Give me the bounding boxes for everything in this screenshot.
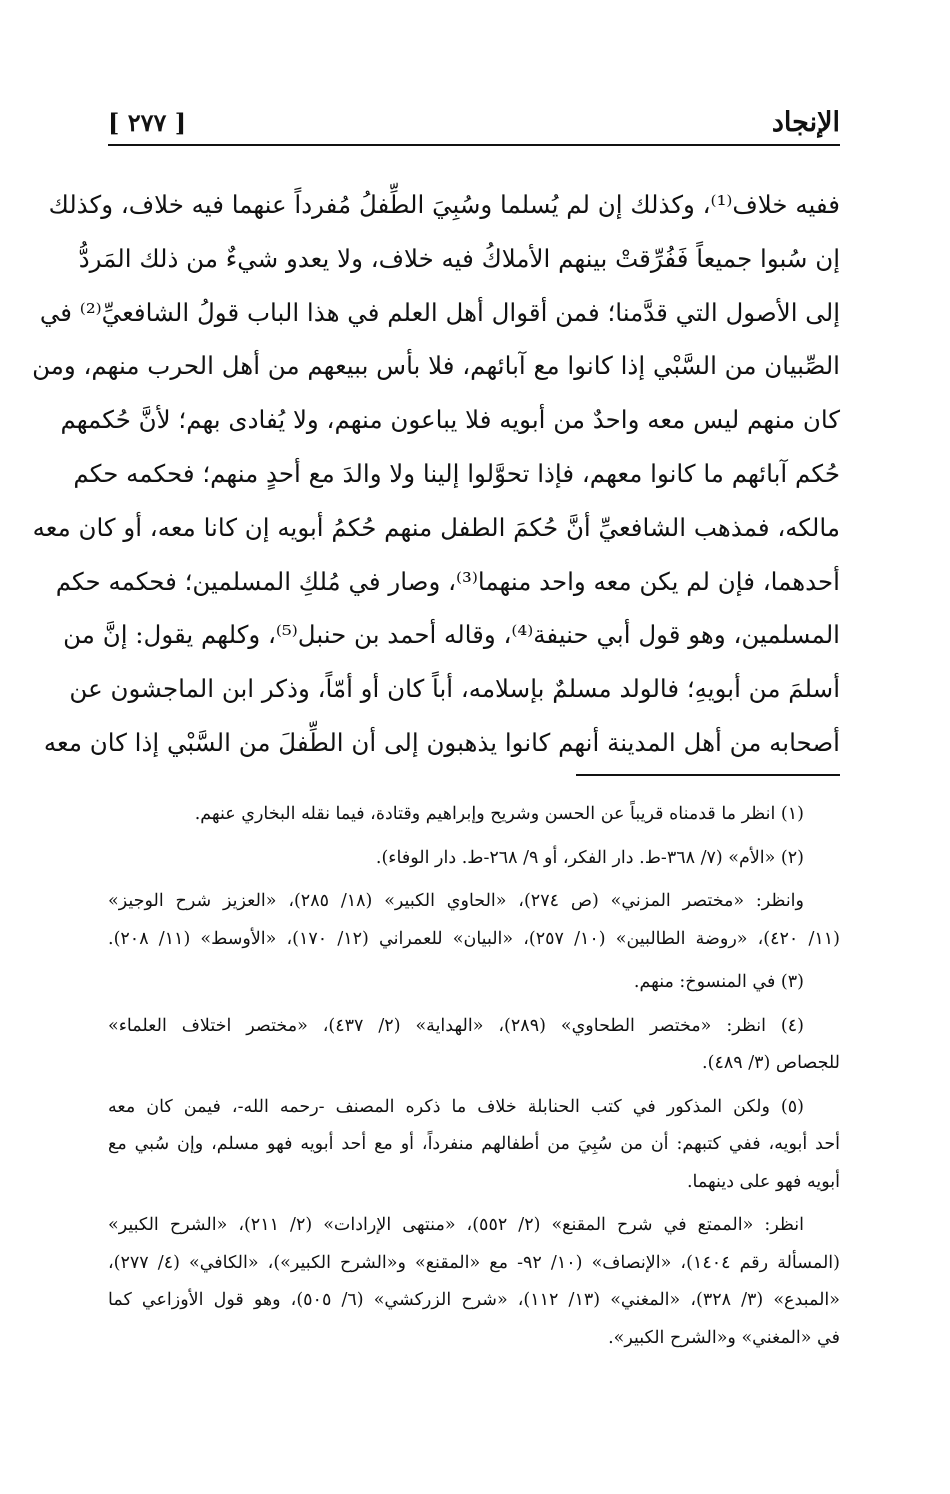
footnote-line: (٤) انظر: «مختصر الطحاوي» (٢٨٩)، «الهداية» (٢/ ٤٣٧)، «مختصر اختلاف العلماء»: [108, 1015, 804, 1036]
body-line: الصِّبيان من السَّبْي إذا كانوا مع آبائهم، فلا بأس ببيعهم من أهل الحرب منهم، ومن: [32, 351, 840, 381]
footnote-2-references: [108, 883, 840, 958]
footnote-line: أحد أبويه، ففي كتبهم: أن من سُبِيَ من أطفالهم منفرداً، أو مع أحد أبويه فهو مسلم، وإن سُبي مع: [108, 1134, 840, 1154]
body-line: إلى الأصول التي قدَّمنا؛ فمن أقوال أهل العلم في هذا الباب قولُ الشافعيِّ⁽²⁾ في: [39, 297, 840, 327]
main-text: [32, 178, 840, 770]
footnote-1: [108, 796, 840, 834]
footnote-5: [108, 1089, 840, 1202]
body-line: أسلمَ من أبويهِ؛ فالولد مسلمٌ بإسلامه، أباً كان أو أمّاً، وذكر ابن الماجشون عن: [69, 674, 840, 704]
footnote-separator: [576, 774, 840, 776]
footnote-line: للجصاص (٣/ ٤٨٩).: [702, 1053, 840, 1073]
footnote-2: [108, 840, 840, 878]
body-line: كان منهم ليس معه واحدٌ من أبويه فلا يباعون منهم، ولا يُفادى بهم؛ لأنَّ حُكمهم: [60, 405, 840, 435]
body-line: المسلمين، وهو قول أبي حنيفة⁽⁴⁾، وقاله أحمد بن حنبل⁽⁵⁾، وكلهم يقول: إنَّ من: [63, 620, 840, 650]
body-line: إن سُبوا جميعاً فَفُرِّقتْ بينهم الأملاكُ فيه خلاف، ولا يعدو شيءٌ من ذلك المَردُّ: [78, 243, 840, 273]
page-header: [108, 100, 840, 146]
body-line: ففيه خلاف⁽¹⁾، وكذلك إن لم يُسلما وسُبِيَ الطِّفلُ مُفرداً عنهما فيه خلاف، وكذلك: [48, 190, 840, 219]
footnote-line: انظر: «الممتع في شرح المقنع» (٢/ ٥٥٢)، «منتهى الإرادات» (٢/ ٢١١)، «الشرح الكبير»: [108, 1215, 804, 1235]
footnote-3: [108, 964, 840, 1002]
footnote-line: (١١/ ٤٢٠)، «روضة الطالبين» (١٠/ ٢٥٧)، «البيان» للعمراني (١٢/ ١٧٠)، «الأوسط» (١١/ ٢٠٨).: [108, 928, 840, 949]
footnote-line: (٣) في المنسوخ: منهم.: [633, 972, 804, 992]
body-line: مالكه، فمذهب الشافعيِّ أنَّ حُكمَ الطفل منهم حُكمُ أبويه إن كانا معه، أو كان معه: [32, 512, 840, 542]
page-number: [ ٢٧٧ ]: [108, 107, 187, 137]
body-line: حُكم آبائهم ما كانوا معهم، فإذا تحوَّلوا إلينا ولا والدَ مع أحدٍ منهم؛ فحكمه حكم: [73, 458, 840, 488]
footnote-line: وانظر: «مختصر المزني» (ص ٢٧٤)، «الحاوي الكبير» (١٨/ ٢٨٥)، «العزيز شرح الوجيز»: [108, 891, 804, 911]
body-line: أحدهما، فإن لم يكن معه واحد منهما⁽³⁾، وصار في مُلكِ المسلمين؛ فحكمه حكم: [55, 566, 840, 596]
footnote-line: في «المغني» و«الشرح الكبير».: [608, 1327, 840, 1348]
running-title: الإنجاد: [771, 106, 840, 138]
footnote-line: (٢) «الأم» (٧/ ٣٦٨-ط. دار الفكر، أو ٩/ ٢٦٨-ط. دار الوفاء).: [375, 847, 804, 868]
footnote-line: أبويه فهو على دينهما.: [686, 1171, 840, 1192]
footnote-4: [108, 1008, 840, 1083]
footnote-line: (٥) ولكن المذكور في كتب الحنابلة خلاف ما ذكره المصنف -رحمه الله-، فيمن كان معه: [108, 1096, 804, 1117]
footnote-line: (المسألة رقم ١٤٠٤)، «الإنصاف» (١٠/ ٩٢- مع «المقنع» و«الشرح الكبير»)، «الكافي» (٤/ ٢٧٧)،: [108, 1252, 840, 1273]
footnotes: [108, 796, 840, 1357]
footnote-5-references: [108, 1207, 840, 1357]
footnote-line: «المبدع» (٣/ ٣٢٨)، «المغني» (١٣/ ١١٢)، «شرح الزركشي» (٦/ ٥٠٥)، وهو قول الأوزاعي كما: [108, 1290, 840, 1310]
body-line: أصحابه من أهل المدينة أنهم كانوا يذهبون إلى أن الطِّفلَ من السَّبْي إذا كان معه: [43, 727, 840, 757]
footnote-line: (١) انظر ما قدمناه قريباً عن الحسن وشريح وإبراهيم وقتادة، فيما نقله البخاري عنهم.: [194, 804, 804, 824]
